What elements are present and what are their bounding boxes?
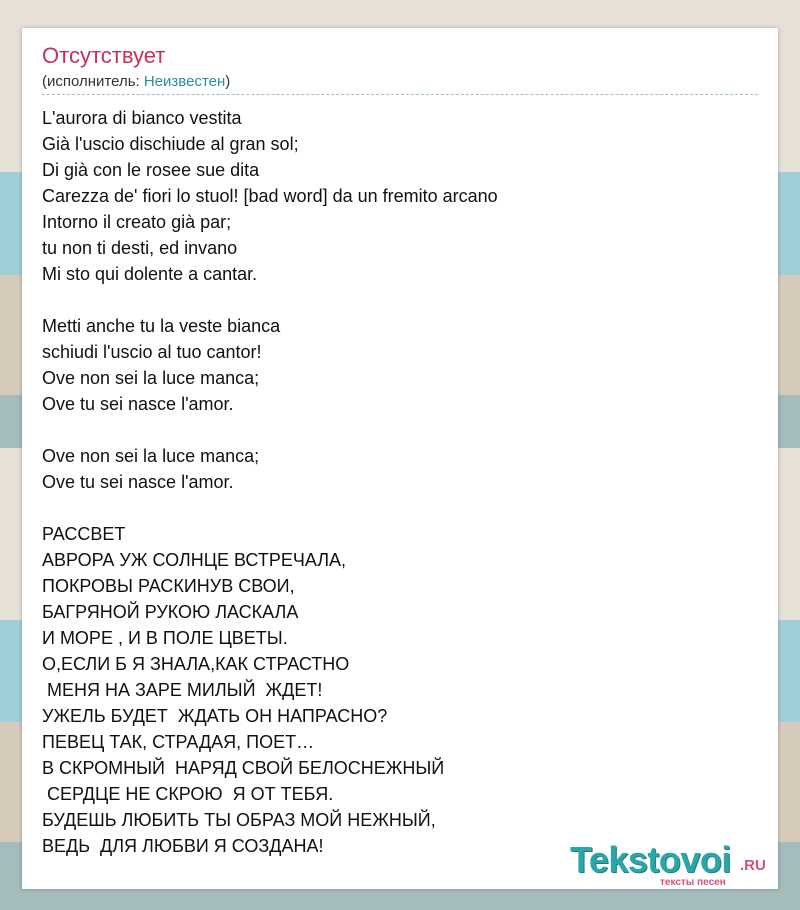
lyric-line: Già l'uscio dischiude al gran sol; <box>42 134 299 154</box>
lyric-line: АВРОРА УЖ СОЛНЦЕ ВСТРЕЧАЛА, <box>42 550 347 570</box>
lyric-line <box>42 495 762 521</box>
lyric-line <box>42 287 762 313</box>
artist-line <box>42 73 230 90</box>
logo-tld: .RU <box>740 857 766 874</box>
lyric-line: Ove non sei la luce manca; <box>42 368 260 388</box>
lyric-line: СЕРДЦЕ НЕ СКРОЮ Я ОТ ТЕБЯ. <box>42 784 334 804</box>
lyric-line: Intorno il creato già par; <box>42 212 232 232</box>
artist-link[interactable]: Неизвестен <box>143 73 226 90</box>
lyric-line: В СКРОМНЫЙ НАРЯД СВОЙ БЕЛОСНЕЖНЫЙ <box>42 758 445 778</box>
artist-prefix: (исполнитель: <box>42 73 144 90</box>
lyric-line: Metti anche tu la veste bianca <box>42 316 281 336</box>
lyric-line: И МОРЕ , И В ПОЛЕ ЦВЕТЫ. <box>42 628 288 648</box>
lyric-line: Ove tu sei nasce l'amor. <box>42 394 234 414</box>
lyric-line: L'aurora di bianco vestita <box>42 108 242 128</box>
lyric-line <box>42 417 762 443</box>
site-logo[interactable] <box>570 839 780 889</box>
lyric-line: УЖЕЛЬ БУДЕТ ЖДАТЬ ОН НАПРАСНО? <box>42 706 388 726</box>
lyric-line: О,ЕСЛИ Б Я ЗНАЛА,КАК СТРАСТНО <box>42 654 350 674</box>
lyric-line: РАССВЕТ <box>42 524 126 544</box>
lyric-line: Di già con le rosee sue dita <box>42 160 260 180</box>
lyric-line: Carezza de' fiori lo stuol! [bad word] da un fremito arcano <box>42 186 498 206</box>
lyrics-text <box>42 105 762 859</box>
artist-suffix: ) <box>225 73 231 90</box>
lyric-line: МЕНЯ НА ЗАРЕ МИЛЫЙ ЖДЕТ! <box>42 680 323 700</box>
lyric-line: ПЕВЕЦ ТАК, СТРАДАЯ, ПОЕТ… <box>42 732 315 752</box>
lyrics-card <box>22 28 778 889</box>
logo-wordmark: Tekstovoi <box>570 839 731 880</box>
lyric-line: Ove tu sei nasce l'amor. <box>42 472 234 492</box>
lyric-line: БАГРЯНОЙ РУКОЮ ЛАСКАЛА <box>42 602 299 622</box>
lyric-line: ВЕДЬ ДЛЯ ЛЮБВИ Я СОЗДАНА! <box>42 836 324 856</box>
song-title: Отсутствует <box>42 43 166 68</box>
lyric-line: Ove non sei la luce manca; <box>42 446 260 466</box>
logo-tagline: тексты песен <box>660 877 726 888</box>
divider <box>42 94 758 95</box>
lyric-line: tu non ti desti, ed invano <box>42 238 238 258</box>
lyric-line: ПОКРОВЫ РАСКИНУВ СВОИ, <box>42 576 295 596</box>
lyric-line: schiudi l'uscio al tuo cantor! <box>42 342 262 362</box>
lyric-line: Mi sto qui dolente a cantar. <box>42 264 258 284</box>
lyric-line: БУДЕШЬ ЛЮБИТЬ ТЫ ОБРАЗ МОЙ НЕЖНЫЙ, <box>42 810 436 830</box>
